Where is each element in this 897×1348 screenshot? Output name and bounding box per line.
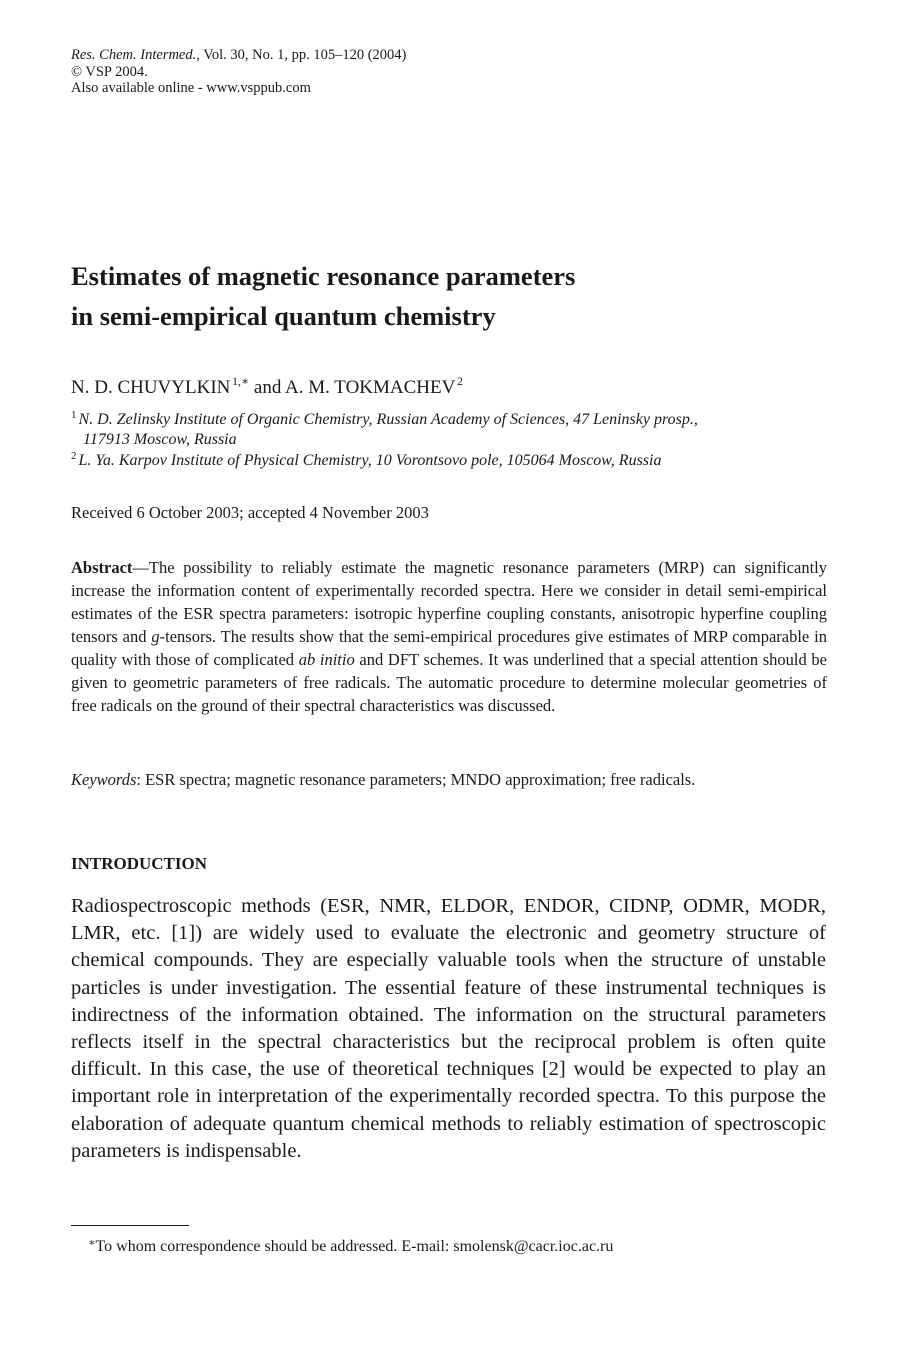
affiliation-1-line-1: N. D. Zelinsky Institute of Organic Chemistry, Russian Academy of Sciences, 47 Leninsky prosp., [78,411,698,428]
abstract-g-symbol: g [151,627,160,646]
citation-line [71,47,406,64]
author-2: A. M. TOKMACHEV [285,377,456,398]
affiliation-1 [71,410,831,450]
abstract [71,556,827,717]
title-line-1: Estimates of magnetic resonance parameters [71,261,576,291]
introduction-paragraph: Radiospectroscopic methods (ESR, NMR, ELDOR, ENDOR, CIDNP, ODMR, MODR, LMR, etc. [1]) are widely used to evaluate the electronic and geometry structure of chemical compounds. They are especially valuable tools when the structure of unstable particles is under investigation. The essential feature of these instrumental techniques is indirectness of the information obtained. The information on the structural parameters reflects itself in the spectral characteristics but the reciprocal problem is often quite difficult. In this case, the use of theoretical techniques [2] would be expected to play an important role in interpretation of the experimentally recorded spectra. To this purpose the elaboration of adequate quantum chemical methods to reliably estimation of spectroscopic parameters is indispensable. [71,895,826,1162]
keywords-label: Keywords [71,770,137,789]
footnote-rule [71,1225,189,1226]
affiliation-1-number: 1 [71,409,77,421]
author-1-affiliation-mark: 1,∗ [231,374,250,388]
footnote-mark: ∗ [88,1237,96,1249]
affiliation-2 [71,451,831,471]
abstract-ab-initio: ab initio [298,650,355,669]
citation-details: , Vol. 30, No. 1, pp. 105–120 (2004) [196,47,407,63]
abstract-text-3: and DFT schemes. It was underlined that a special attention should be given to geometric parameters of free radicals. The automatic procedure to determine molecular geometries of free radicals on the ground of their spectral characteristics was discussed. [71,650,827,715]
author-conjunction: and [249,377,286,398]
received-dates: Received 6 October 2003; accepted 4 November 2003 [71,503,429,522]
footnote-text: To whom correspondence should be addressed. E-mail: smolensk@cacr.ioc.ac.ru [95,1238,614,1255]
correspondence-footnote [88,1237,613,1257]
author-2-affiliation-mark: 2 [456,374,463,388]
journal-name: Res. Chem. Intermed. [71,47,197,63]
keywords [71,769,695,791]
journal-header [71,47,406,97]
abstract-label: Abstract [71,558,133,577]
affiliation-2-line-1: L. Ya. Karpov Institute of Physical Chemistry, 10 Vorontsovo pole, 105064 Moscow, Russia [78,452,662,469]
paper-title [71,256,575,336]
abstract-text-1: —The possibility to reliably estimate the magnetic resonance parameters (MRP) can significantly increase the information content of experimentally recorded spectra. Here we consider in detail semi-empirical estimates of the ESR spectra parameters: isotropic hyperfine coupling constants, anisotropic hyperfine coupling tensors and [71,558,827,646]
author-list [71,376,463,400]
online-availability: Also available online - www.vsppub.com [71,80,311,96]
abstract-text-2: -tensors. The results show that the semi-empirical procedures give estimates of MRP comparable in quality with those of complicated [71,627,827,669]
affiliation-2-number: 2 [71,450,77,462]
author-1: N. D. CHUVYLKIN [71,377,231,398]
title-line-2: in semi-empirical quantum chemistry [71,301,496,331]
section-heading-introduction: INTRODUCTION [71,854,208,873]
copyright-line: © VSP 2004. [71,63,148,80]
affiliation-1-line-2: 117913 Moscow, Russia [83,431,237,448]
keywords-text: : ESR spectra; magnetic resonance parameters; MNDO approximation; free radicals. [136,770,696,789]
